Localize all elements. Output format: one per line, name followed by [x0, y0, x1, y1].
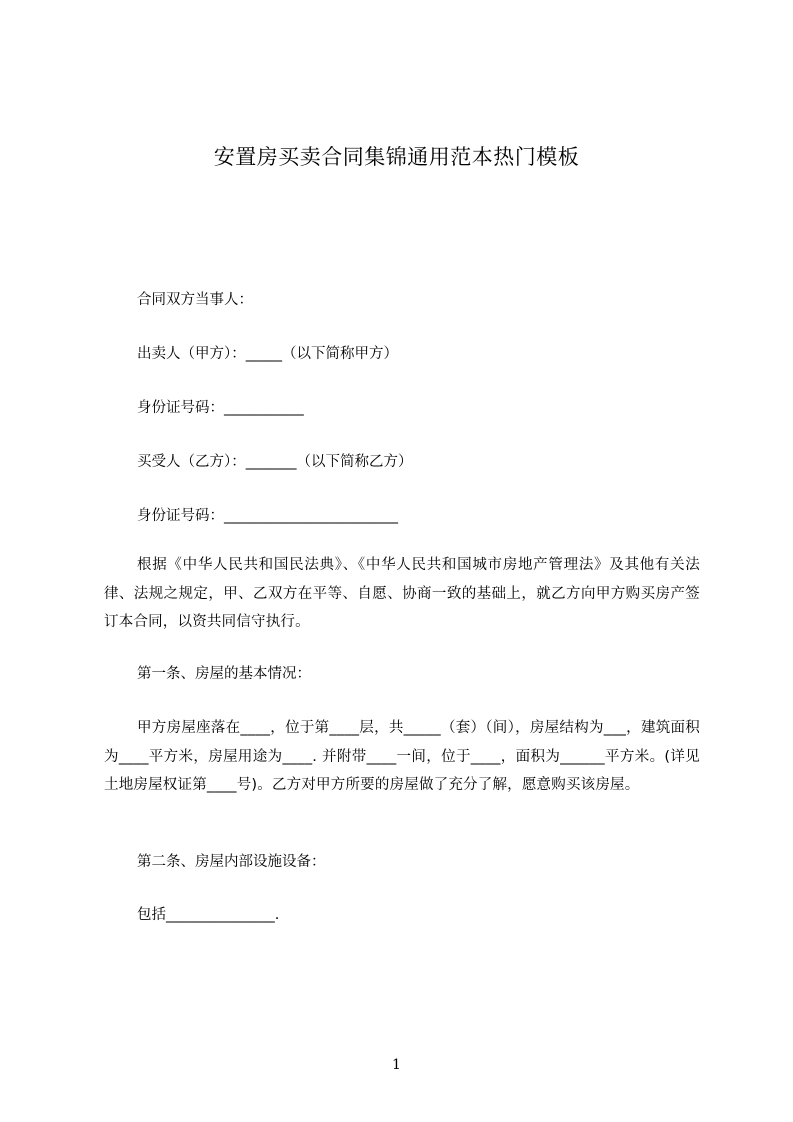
seller-line: 出卖人（甲方）：_____（以下简称甲方）	[137, 346, 398, 362]
includes-line: 包括_______________.	[137, 907, 280, 923]
article2-heading: 第二条、房屋内部设施设备：	[137, 854, 326, 870]
buyer-id-line: 身份证号码：________________________	[137, 508, 398, 524]
intro-paragraph: 根据《中华人民共和国民法典》、《中华人民共和国城市房地产管理法》及其他有关法律、法规之规定，甲、乙双方在平等、自愿、协商一致的基础上，就乙方向甲方购买房产签订本合同，以资共同信守执行。	[104, 557, 700, 630]
article1-paragraph: 甲方房屋座落在____，位于第____层，共_____（套）（间），房屋结构为___，建筑面积为____平方米，房屋用途为____. 并附带____一间，位于____，面积为______平方米。(详见土地房屋权证第____号)。乙方对甲方所要的房屋做了充分了解，愿意购买该房屋。	[104, 720, 700, 793]
document-title: 安置房买卖合同集锦通用范本热门模板	[213, 145, 580, 169]
buyer-line: 买受人（乙方）：_______（以下简称乙方）	[137, 454, 413, 470]
parties-heading: 合同双方当事人：	[137, 292, 253, 308]
page-number: 1	[392, 1057, 401, 1073]
seller-id-line: 身份证号码：___________	[137, 400, 304, 416]
article1-heading: 第一条、房屋的基本情况：	[137, 666, 311, 682]
